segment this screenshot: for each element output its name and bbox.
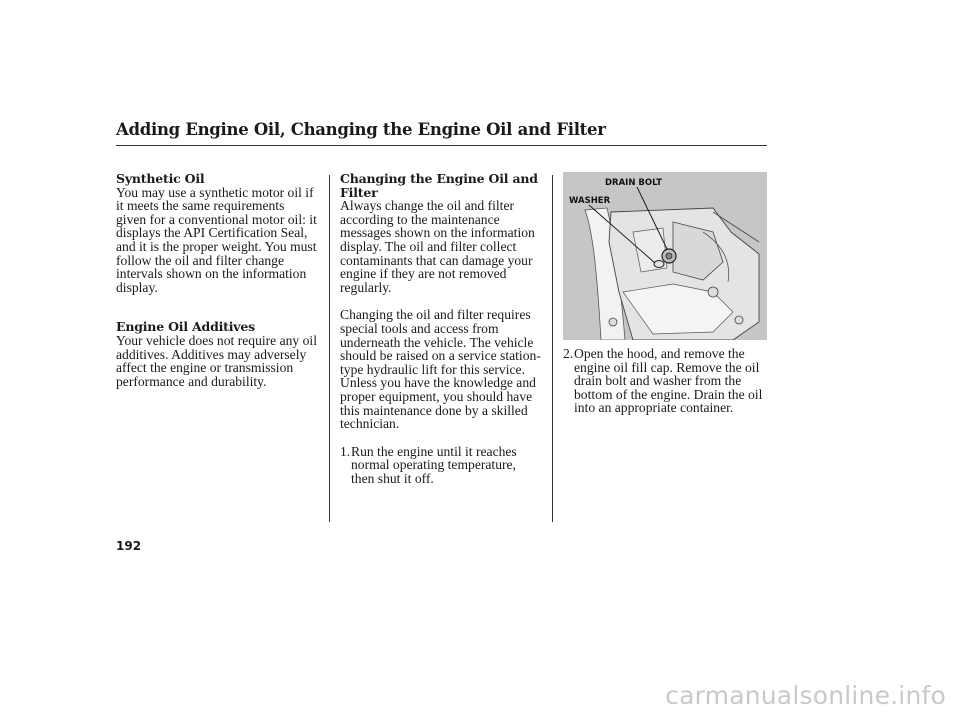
step-2 <box>563 347 768 415</box>
drain-bolt-label: DRAIN BOLT <box>605 178 662 188</box>
page-title: Adding Engine Oil, Changing the Engine Oil and Filter <box>116 120 606 139</box>
synthetic-oil-line: display. <box>116 279 158 295</box>
paragraph-line: proper equipment, you should have <box>340 388 533 404</box>
washer-label: WASHER <box>569 196 611 206</box>
paragraph-line: messages shown on the information <box>340 225 535 241</box>
column-divider-right <box>552 175 553 522</box>
synthetic-oil-line: follow the oil and filter change <box>116 252 284 268</box>
column-divider-left <box>329 175 330 522</box>
paragraph-line: Always change the oil and filter <box>340 198 515 214</box>
engine-oil-additives-heading: Engine Oil Additives <box>116 319 255 335</box>
step-2-line: engine oil fill cap. Remove the oil <box>574 359 760 375</box>
paragraph-line: special tools and access from <box>340 320 499 336</box>
paragraph-line: engine if they are not removed <box>340 266 507 282</box>
additives-line: affect the engine or transmission <box>116 360 294 376</box>
paragraph-line: contaminants that can damage your <box>340 252 533 268</box>
paragraph-line: display. The oil and filter collect <box>340 238 517 254</box>
step-2-line: bottom of the engine. Drain the oil <box>574 386 763 402</box>
step-1-number: 1. <box>340 443 351 459</box>
paragraph-line: Changing the oil and filter requires <box>340 307 531 323</box>
page-number: 192 <box>116 539 142 553</box>
paragraph-line: type hydraulic lift for this service. <box>340 361 525 377</box>
title-divider <box>116 145 767 146</box>
step-2-number: 2. <box>563 346 574 361</box>
additives-line: Your vehicle does not require any oil <box>116 332 317 348</box>
additives-line: additives. Additives may adversely <box>116 346 307 362</box>
paragraph-line: Unless you have the knowledge and <box>340 375 536 391</box>
synthetic-oil-heading: Synthetic Oil <box>116 171 205 186</box>
paragraph-line: this maintenance done by a skilled <box>340 402 528 418</box>
paragraph-line: according to the maintenance <box>340 211 500 227</box>
step-1 <box>340 445 550 486</box>
synthetic-oil-line: given for a conventional motor oil: it <box>116 211 317 227</box>
paragraph-line: regularly. <box>340 279 392 295</box>
paragraph-line: technician. <box>340 416 400 432</box>
step-1-line: then shut it off. <box>351 470 434 486</box>
paragraph-line: underneath the vehicle. The vehicle <box>340 334 534 350</box>
step-2-line: drain bolt and washer from the <box>574 373 742 389</box>
step-2-line: into an appropriate container. <box>574 400 734 416</box>
synthetic-oil-line: and it is the proper weight. You must <box>116 238 317 254</box>
synthetic-oil-line: intervals shown on the information <box>116 266 307 282</box>
step-1-line: Run the engine until it reaches <box>351 443 517 459</box>
watermark: carmanualsonline.info <box>665 681 946 710</box>
changing-oil-heading-line1: Changing the Engine Oil and <box>340 171 538 186</box>
step-2-line: Open the hood, and remove the <box>574 346 745 361</box>
additives-line: performance and durability. <box>116 373 267 389</box>
synthetic-oil-line: displays the API Certification Seal, <box>116 225 308 241</box>
step-1-line: normal operating temperature, <box>351 457 516 473</box>
synthetic-oil-line: You may use a synthetic motor oil if <box>116 184 314 200</box>
right-column <box>563 347 768 415</box>
middle-column <box>340 172 550 485</box>
left-column <box>116 172 326 388</box>
paragraph-line: should be raised on a service station- <box>340 348 541 364</box>
synthetic-oil-line: it meets the same requirements <box>116 198 285 214</box>
changing-oil-heading-line2: Filter <box>340 184 378 200</box>
drain-bolt-illustration <box>563 172 767 340</box>
